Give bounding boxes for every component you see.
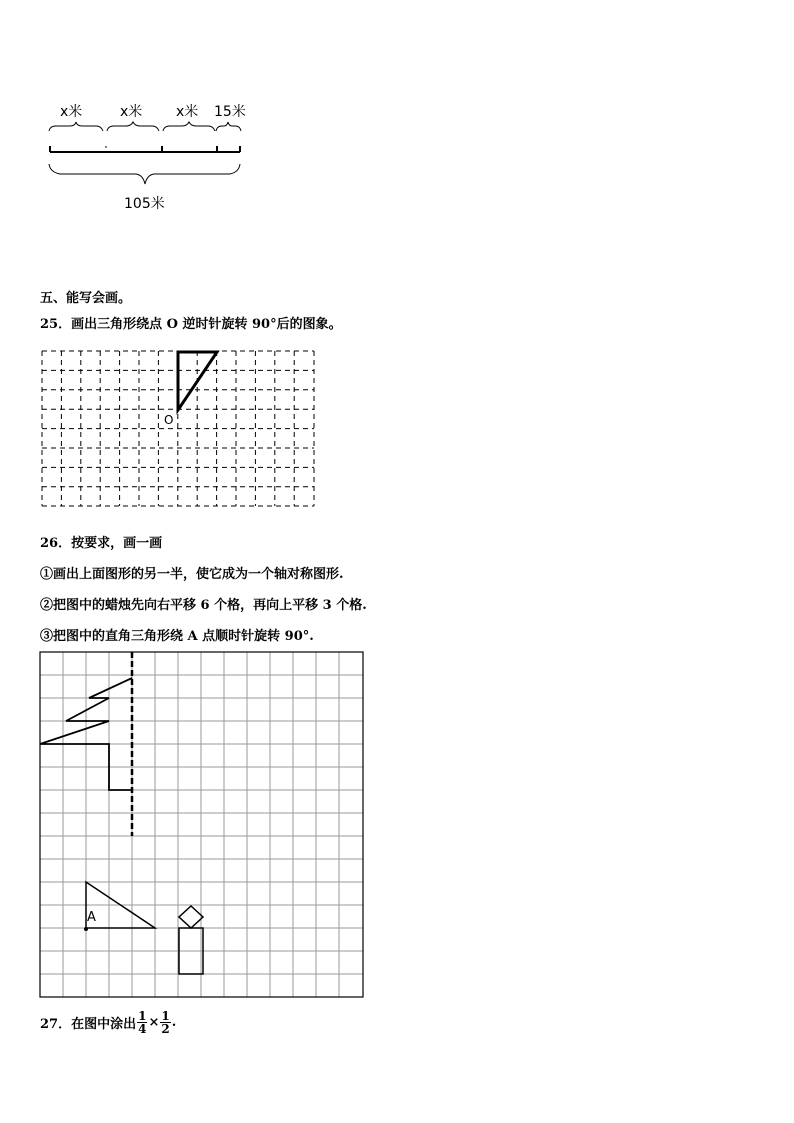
segment-label-1: x米	[60, 104, 83, 120]
segment-total-label: 105米	[124, 196, 165, 212]
segment-label-2: x米	[120, 104, 143, 120]
q27-frac2-num: 1	[161, 1009, 170, 1023]
q25-text: 25．画出三角形绕点 O 逆时针旋转 90°后的图象。	[40, 317, 342, 332]
q27-text	[40, 1010, 176, 1035]
q26-item-1: ①画出上面图形的另一半，使它成为一个轴对称图形.	[40, 567, 344, 582]
q27-frac2-den: 2	[161, 1022, 170, 1036]
q25-point-o-label: O	[164, 413, 174, 427]
point-a	[84, 927, 88, 931]
q26-title: 26．按要求，画一画	[40, 536, 163, 551]
segment-label-3: x米	[176, 104, 199, 120]
segment-label-4: 15米	[214, 104, 246, 120]
q26-point-a-label: A	[87, 910, 96, 925]
candle-flame	[179, 906, 203, 928]
q26-item-3: ③把图中的直角三角形绕 A 点顺时针旋转 90°.	[40, 629, 314, 644]
q27-prefix: 27．在图中涂出	[40, 1017, 137, 1032]
section-heading: 五、能写会画。	[40, 291, 132, 306]
q27-frac1-den: 4	[138, 1022, 147, 1036]
q27-operator: ×	[148, 1015, 160, 1030]
q27-suffix: .	[171, 1015, 177, 1030]
q26-item-2: ②把图中的蜡烛先向右平移 6 个格，再向上平移 3 个格.	[40, 598, 367, 613]
q27-frac1-num: 1	[138, 1009, 147, 1023]
q27-fraction-1	[137, 1010, 147, 1035]
q27-fraction-2	[160, 1010, 170, 1035]
